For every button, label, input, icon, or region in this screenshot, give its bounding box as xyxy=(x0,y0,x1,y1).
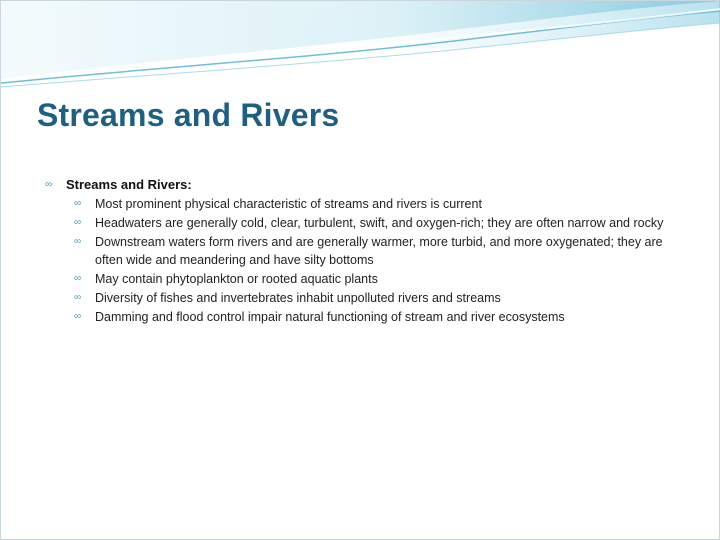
infinity-bullet-icon: ∞ xyxy=(74,292,82,303)
infinity-bullet-icon: ∞ xyxy=(45,179,53,190)
sub-point-item xyxy=(74,195,685,213)
main-bullet-point xyxy=(45,175,685,194)
infinity-bullet-icon: ∞ xyxy=(74,311,82,322)
infinity-bullet-icon: ∞ xyxy=(74,236,82,247)
sub-point-text: Diversity of fishes and invertebrates inhabit unpolluted rivers and streams xyxy=(95,291,501,305)
sub-point-item xyxy=(74,289,685,307)
slide-content xyxy=(45,175,685,327)
sub-point-text: Damming and flood control impair natural functioning of stream and river ecosystems xyxy=(95,310,565,324)
sub-point-item xyxy=(74,233,685,269)
infinity-bullet-icon: ∞ xyxy=(74,198,82,209)
sub-point-text: Downstream waters form rivers and are generally warmer, more turbid, and more oxygenated; they are often wide and meandering and have silty bottoms xyxy=(95,235,663,267)
sub-point-item xyxy=(74,270,685,288)
sub-point-item xyxy=(74,308,685,326)
sub-point-text: Headwaters are generally cold, clear, turbulent, swift, and oxygen-rich; they are often narrow and rocky xyxy=(95,216,664,230)
sub-point-text: May contain phytoplankton or rooted aquatic plants xyxy=(95,272,378,286)
infinity-bullet-icon: ∞ xyxy=(74,217,82,228)
main-point-text: Streams and Rivers: xyxy=(66,177,192,192)
slide-title: Streams and Rivers xyxy=(37,97,340,133)
infinity-bullet-icon: ∞ xyxy=(74,273,82,284)
header-wave-decoration xyxy=(1,1,720,91)
sub-point-item xyxy=(74,214,685,232)
sub-point-list xyxy=(45,195,685,326)
sub-point-text: Most prominent physical characteristic of streams and rivers is current xyxy=(95,197,482,211)
